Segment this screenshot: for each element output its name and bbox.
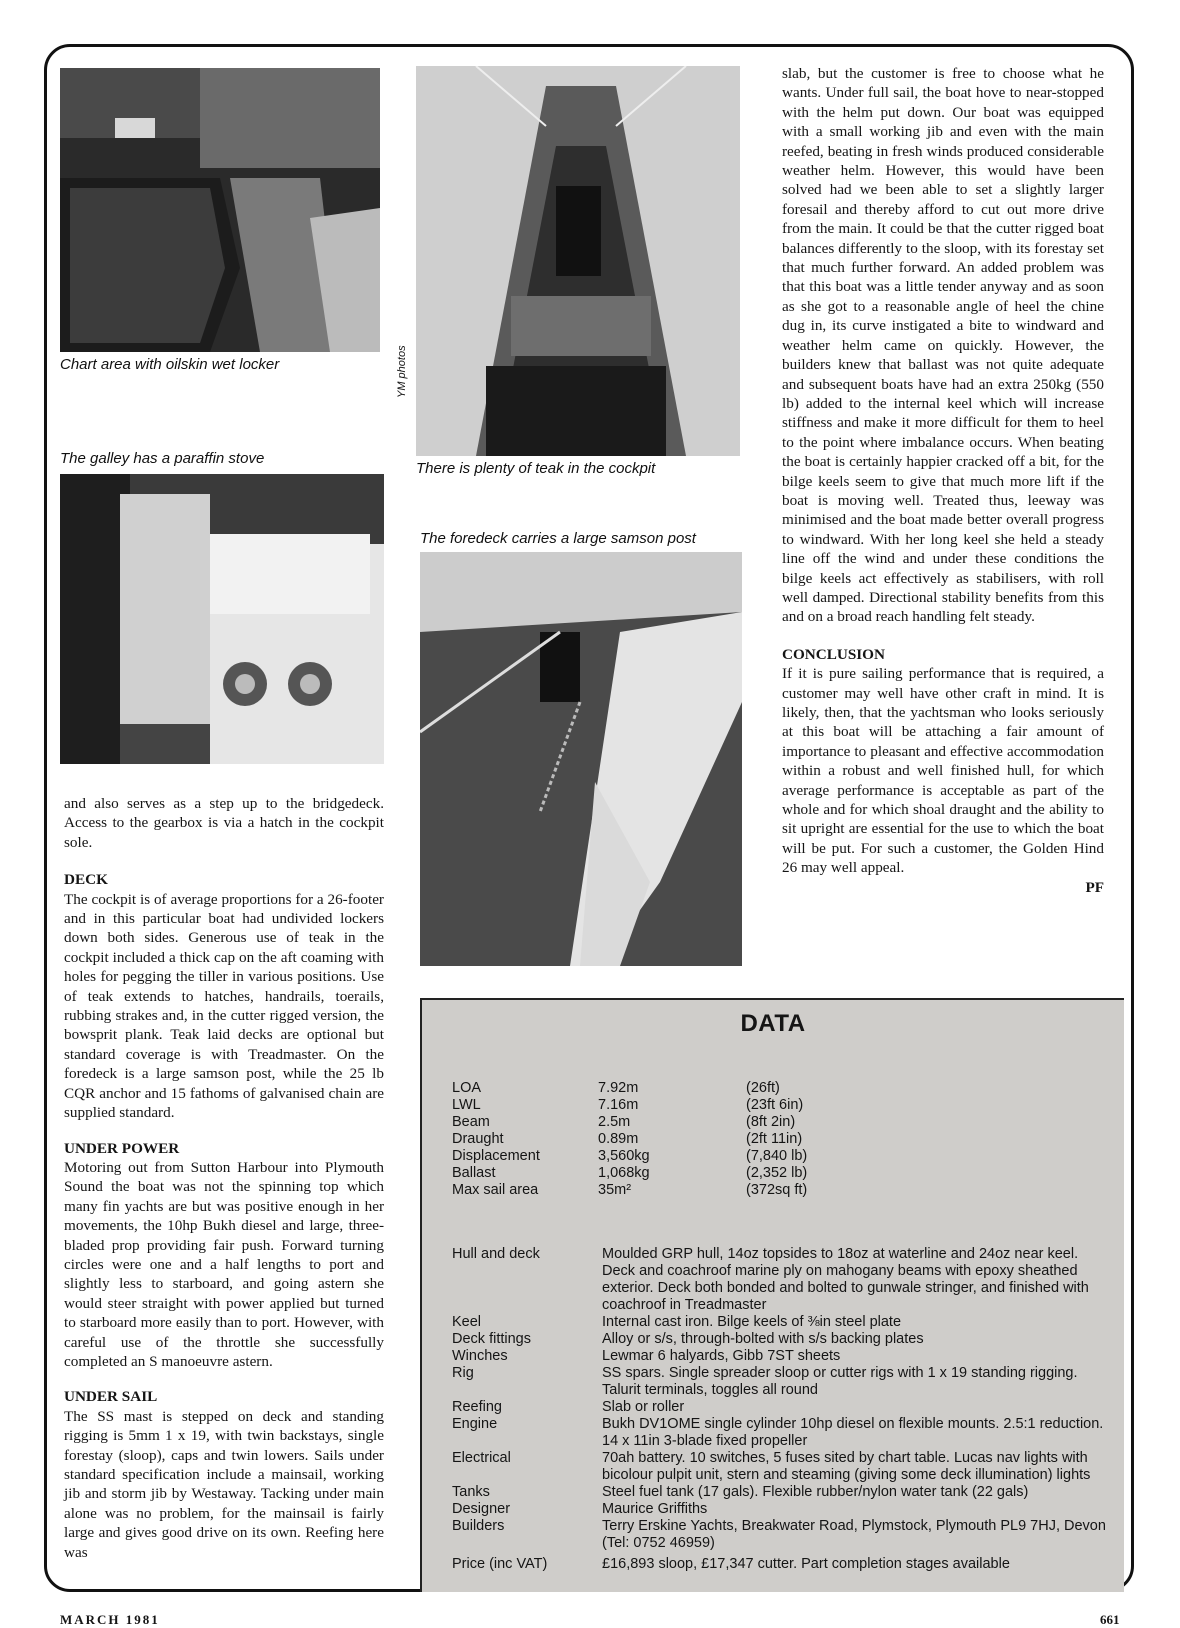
dimension-label: LOA — [452, 1080, 482, 1096]
spec-row — [452, 1484, 1112, 1501]
spec-value: Internal cast iron. Bilge keels of ⅜in steel plate — [602, 1314, 902, 1330]
dimension-metric: 3,560kg — [598, 1148, 650, 1164]
spec-row — [452, 1348, 1112, 1365]
foredeck-caption: The foredeck carries a large samson post — [420, 530, 696, 547]
spec-row — [452, 1416, 1112, 1450]
spec-value: Terry Erskine Yachts, Breakwater Road, Plymstock, Plymouth PL9 7HJ, Devon (Tel: 0752 46959) — [602, 1518, 1106, 1551]
page-number: 661 — [1100, 1612, 1120, 1627]
spec-label: Designer — [452, 1501, 511, 1517]
dimension-label: Max sail area — [452, 1182, 539, 1198]
dimension-row — [452, 1080, 894, 1097]
dimension-imperial: (2,352 lb) — [746, 1165, 808, 1181]
dimensions-table — [452, 1080, 894, 1199]
spec-value: 70ah battery. 10 switches, 5 fuses sited by chart table. Lucas nav lights with bicolour pulpit unit, stern and steaming (giving some deck illumination) lights — [602, 1450, 1091, 1483]
left-text-column — [64, 794, 384, 1562]
issue-date: MARCH 1981 — [60, 1612, 160, 1627]
dimension-imperial: (2ft 11in) — [746, 1131, 803, 1147]
spec-label: Tanks — [452, 1484, 490, 1500]
spec-label: Winches — [452, 1348, 508, 1364]
data-box — [420, 998, 1124, 1592]
specifications-table — [452, 1246, 1112, 1573]
handling-paragraph: slab, but the customer is free to choose what he wants. Under full sail, the boat hove to near-stopped with the helm put down. Our boat was equipped with a small working jib and even with the main reefed, beating in fresh winds produced considerable weather helm. However, this would have been solved had we been able to set a slightly larger foresail and thereby afford to cut out more drive from the main. It could be that the cutter rigged boat balances differently to the sloop, with its forestay set that much further forward. An added problem was that this boat was a little tender anyway and as soon as she got to a reasonable angle of heel the chine dug in, its curve instigated a bite to windward and weather helm came on quickly. However, the builders knew that ballast was not quite adequate and subsequent boats have had an extra 250kg (550 lb) added to the internal keel which will increase stiffness and make it more difficult for them to heel to the point where imbalance occurs. When beating the boat is certainly happier cracked off a bit, for the bilge keels seem to give that much more lift if the boat is moving well. Treated thus, leeway was minimised and the boat made better overall progress to windward. With her long keel she held a steady line off the wind and under these conditions the bilge keels act effectively as stabilisers, with roll well damped. Directional stability benefits from this and on a broad reach handling felt steady. — [782, 65, 1104, 626]
spec-value: Lewmar 6 halyards, Gibb 7ST sheets — [602, 1348, 841, 1364]
spec-value: SS spars. Single spreader sloop or cutter rigs with 1 x 19 standing rigging. Talurit terminals, toggles all round — [602, 1365, 1078, 1398]
spec-row — [452, 1399, 1112, 1416]
under-power-paragraph: Motoring out from Sutton Harbour into Plymouth Sound the boat was not the spinning top which many fin yachts are but was positive enough in her movements, the 10hp Bukh diesel and large, three-bladed prop providing fair push. Forward turning circles were one and a half lengths to port and slightly less to starboard, and going astern she would steer straight with power applied but turned to starboard more easily than to port. However, with careful use of the throttle she successfully completed an S manoeuvre astern. — [64, 1158, 384, 1370]
spec-row — [452, 1331, 1112, 1348]
dimension-metric: 1,068kg — [598, 1165, 650, 1181]
spec-label: Hull and deck — [452, 1246, 540, 1262]
chart-area-caption: Chart area with oilskin wet locker — [60, 356, 280, 373]
dimension-label: LWL — [452, 1097, 481, 1113]
dimension-row — [452, 1165, 894, 1182]
spec-label: Keel — [452, 1314, 482, 1330]
spec-value: Steel fuel tank (17 gals). Flexible rubber/nylon water tank (22 gals) — [602, 1484, 1029, 1500]
cockpit-photo — [416, 66, 740, 456]
spec-label: Engine — [452, 1416, 498, 1432]
spec-row — [452, 1314, 1112, 1331]
dimension-label: Beam — [452, 1114, 490, 1130]
cockpit-caption: There is plenty of teak in the cockpit — [416, 460, 656, 477]
data-title: DATA — [740, 1010, 806, 1037]
conclusion-heading: CONCLUSION — [782, 645, 885, 663]
dimension-metric: 7.92m — [598, 1080, 639, 1096]
spec-row — [452, 1246, 1112, 1314]
spec-row — [452, 1556, 1112, 1573]
under-sail-paragraph: The SS mast is stepped on deck and standing rigging is 5mm 1 x 19, with twin backstays, single forestay (sloop), caps and twin lowers. Sails under standard specification include a mainsail, working jib and storm jib by Westaway. Tacking under main alone was no problem, for the mainsail is fairly large and gives good drive on its own. Reefing here was — [64, 1407, 384, 1561]
spec-label: Electrical — [452, 1450, 511, 1466]
spec-label: Price (inc VAT) — [452, 1556, 548, 1572]
spec-value: Moulded GRP hull, 14oz topsides to 18oz at waterline and 24oz near keel. Deck and coachroof marine ply on mahogany beams with epoxy sheathed exterior. Deck both bonded and bolted to gunwale stringer, and finished with coachroof in Treadmaster — [602, 1246, 1089, 1313]
dimension-label: Ballast — [452, 1165, 496, 1181]
dimension-row — [452, 1114, 894, 1131]
spec-value: Bukh DV1OME single cylinder 10hp diesel on flexible mounts. 2.5:1 reduction. 14 x 11in 3-blade fixed propeller — [602, 1416, 1104, 1449]
spec-label: Rig — [452, 1365, 474, 1381]
dimension-imperial: (7,840 lb) — [746, 1148, 808, 1164]
spec-value: Maurice Griffiths — [602, 1501, 708, 1517]
spec-row — [452, 1365, 1112, 1399]
dimension-row — [452, 1097, 894, 1114]
dimension-imperial: (8ft 2in) — [746, 1114, 796, 1130]
dimension-label: Displacement — [452, 1148, 540, 1164]
under-power-heading: UNDER POWER — [64, 1139, 180, 1157]
conclusion-paragraph: If it is pure sailing performance that is required, a customer may well have other craft in mind. It is likely, then, that the yachtsman who looks seriously at this boat will be attaching a fair amount of importance to pleasant and effective accommodation within a robust and well finished hull, for which average performance is acceptable as part of the whole and for which shoal draught and the ability to sit upright are essential for the use to which the boat will be put. For such a customer, the Golden Hind 26 may well appeal. — [782, 665, 1104, 877]
spec-row — [452, 1450, 1112, 1484]
dimension-row — [452, 1182, 894, 1199]
photo-credit: YM photos — [396, 345, 408, 398]
spec-value: Alloy or s/s, through-bolted with s/s backing plates — [602, 1331, 924, 1347]
spec-label: Deck fittings — [452, 1331, 531, 1347]
galley-photo — [60, 474, 384, 764]
intro-paragraph: and also serves as a step up to the bridgedeck. Access to the gearbox is via a hatch in the cockpit sole. — [64, 795, 384, 851]
spec-label: Builders — [452, 1518, 505, 1534]
foredeck-photo — [420, 552, 742, 966]
spec-value: Slab or roller — [602, 1399, 685, 1415]
spec-row — [452, 1518, 1112, 1552]
dimension-imperial: (372sq ft) — [746, 1182, 808, 1198]
dimension-imperial: (26ft) — [746, 1080, 780, 1096]
dimension-label: Draught — [452, 1131, 504, 1147]
right-text-column — [782, 64, 1104, 897]
dimension-row — [452, 1148, 894, 1165]
chart-area-photo — [60, 68, 380, 352]
dimension-imperial: (23ft 6in) — [746, 1097, 804, 1113]
dimension-metric: 35m² — [598, 1182, 632, 1198]
dimension-metric: 2.5m — [598, 1114, 631, 1130]
under-sail-heading: UNDER SAIL — [64, 1388, 158, 1406]
dimension-metric: 0.89m — [598, 1131, 639, 1147]
spec-label: Reefing — [452, 1399, 502, 1415]
deck-heading: DECK — [64, 871, 108, 889]
author-signature: PF — [1085, 878, 1104, 896]
dimension-row — [452, 1131, 894, 1148]
deck-paragraph: The cockpit is of average proportions for a 26-footer and in this particular boat had undivided lockers down both sides. Generous use of teak in the cockpit included a thick cap on the aft coaming with holes for pegging the tiller in various positions. Use of teak extends to hatches, handrails, toerails, rubbing strakes and, in the cutter rigged version, the bowsprit plank. Teak laid decks are optional but standard coverage is with Treadmaster. On the foredeck is a large samson post, while the 25 lb CQR anchor and 15 fathoms of galvanised chain are supplied standard. — [64, 890, 384, 1122]
galley-caption: The galley has a paraffin stove — [60, 450, 265, 467]
dimension-metric: 7.16m — [598, 1097, 639, 1113]
spec-value: £16,893 sloop, £17,347 cutter. Part completion stages available — [602, 1556, 1010, 1572]
spec-row — [452, 1501, 1112, 1518]
